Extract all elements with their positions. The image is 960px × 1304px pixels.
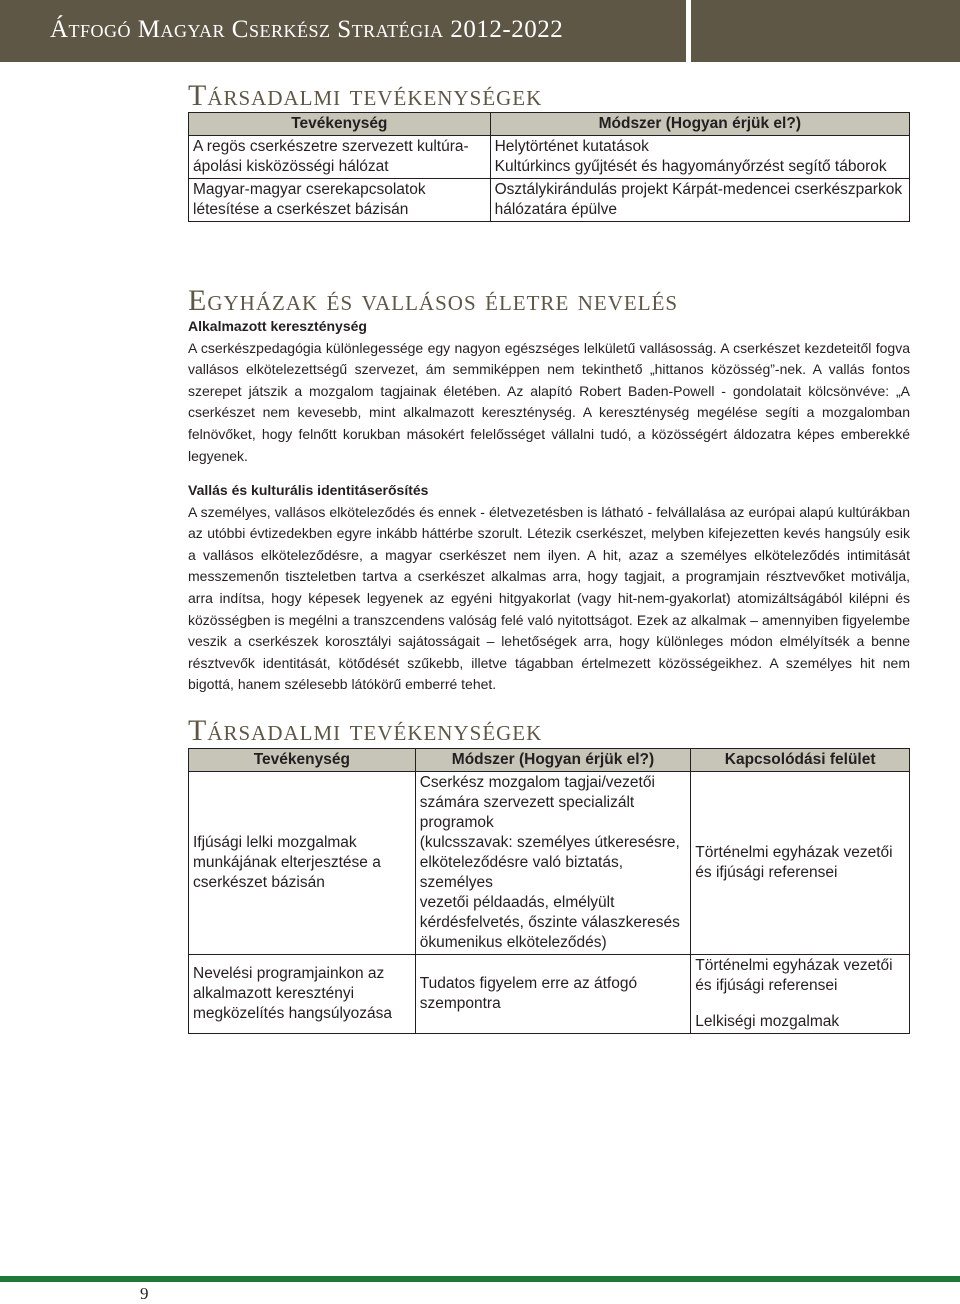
method-line: Cserkész mozgalom tagjai/vezetői számára szervezett specializált programok — [419, 774, 655, 831]
table-row — [189, 955, 910, 1034]
method-cell — [415, 772, 691, 955]
column-header: Tevékenység — [189, 113, 491, 136]
document-title: Átfogó Magyar Cserkész Stratégia 2012-2022 — [50, 16, 564, 43]
subheading-religion-identity: Vallás és kulturális identitáserősítés — [188, 482, 429, 498]
footer-rule — [0, 1276, 960, 1282]
section-heading-social-1: Társadalmi tevékenységek — [188, 79, 543, 112]
interface-line: Történelmi egyházak vezetői és ifjúsági referensei — [695, 957, 893, 994]
page-number: 9 — [140, 1284, 149, 1303]
interface-cell — [691, 955, 910, 1034]
page-header — [0, 0, 960, 62]
interface-cell — [691, 772, 910, 955]
method-line: (kulcsszavak: személyes útkeresésre, elköteleződésre való biztatás, személyes — [419, 834, 680, 891]
social-activities-table-2 — [188, 748, 910, 1034]
column-header: Kapcsolódási felület — [691, 749, 910, 772]
social-activities-table-1 — [188, 112, 910, 222]
identity-section-body — [188, 480, 910, 696]
method-line: Helytörténet kutatások — [494, 138, 649, 155]
paragraph-religion-identity: A személyes, vallásos elköteleződés és ennek - életvezetésben is látható - felvállalása az európai alapú kultúrákban az utóbbi évtizedekben egyre inkább háttérbe szorult. Létezik cserkészet, melyben kifejezetten kevés hangsúly esik a vallásos elköteleződésre, a magyar cserkészet nem ilyen. A hit, azaz a személyes elköteleződés intimitását messzemenőn tiszteletben tartva a cserkészet alkalmas arra, hogy tagjait, a programjain résztvevőket motiválja, arra indítsa, hogy képesek legyenek az egyéni hitgyakorlat (vagy hit-nem-gyakorlat) atomizáltságából kilépni és közösségben is megélni a transzcendens valóság felé való nyitottságot. Ezek az alkalmak – amennyiben figyelembe veszik a cserkészek korosztályi sajátosságait – lehetőségek arra, hogy különleges módon elmélyítsék a benne résztvevők identitását, kötődését szűkebb, illetve tágabban értelmezett közösségeikhez. A személyes hit nem bigottá, hanem szélesebb látókörű emberré tehet. — [188, 503, 910, 693]
method-line: vezetői példaadás, elmélyült kérdésfelvetés, őszinte válaszkeresés ökumenikus elköteleződés) — [419, 894, 680, 951]
table-row — [189, 136, 910, 179]
method-line: Kultúrkincs gyűjtését és hagyományőrzést segítő táborok — [494, 158, 887, 175]
section-heading-social-2: Társadalmi tevékenységek — [188, 714, 543, 747]
interface-line: Történelmi egyházak vezetői és ifjúsági referensei — [695, 844, 893, 881]
activity-cell: Ifjúsági lelki mozgalmak munkájának elterjesztése a cserkészet bázisán — [189, 772, 416, 955]
method-cell — [490, 179, 909, 222]
method-line: Osztálykirándulás projekt Kárpát-medencei cserkészparkok hálózatára épülve — [494, 181, 903, 218]
subheading-applied-christianity: Alkalmazott kereszténység — [188, 318, 367, 334]
column-header: Módszer (Hogyan érjük el?) — [490, 113, 909, 136]
activity-cell: Nevelési programjainkon az alkalmazott keresztényi megközelítés hangsúlyozása — [189, 955, 416, 1034]
method-cell — [490, 136, 909, 179]
table-header-row — [189, 749, 910, 772]
table-row — [189, 772, 910, 955]
method-cell — [415, 955, 691, 1034]
column-header: Módszer (Hogyan érjük el?) — [415, 749, 691, 772]
paragraph-applied-christianity: A cserkészpedagógia különlegessége egy nagyon egészséges lelkületű vallásosság. A cserkészet kezdeteitől fogva vallásos elkötelezettségű szervezet, ám semmiképpen nem tekinthető „hittanos közösség”-nek. A vallás fontos szerepet játszik a mozgalom tagjainak életében. Az alapító Robert Baden-Powell - gondolatait kölcsönvéve: „A cserkészet nem kevesebb, mint alkalmazott kereszténység. A kereszténység megélése segíti a mozgalomban felnövőket, hogy felnőtt korukban másokért felelősséget vállalni tudó, a közösségért áldozatra képes emberekké legyenek. — [188, 339, 910, 464]
religion-section-body — [188, 316, 910, 467]
interface-line: Lelkiségi mozgalmak — [695, 1013, 840, 1030]
column-header: Tevékenység — [189, 749, 416, 772]
activity-cell: A regös cserkészetre szervezett kultúra-ápolási kisközösségi hálózat — [189, 136, 491, 179]
activity-cell: Magyar-magyar cserekapcsolatok létesítése a cserkészet bázisán — [189, 179, 491, 222]
header-side-band — [691, 0, 960, 62]
table-header-row — [189, 113, 910, 136]
method-line: Tudatos figyelem erre az átfogó szempontra — [419, 975, 638, 1012]
section-heading-religion: Egyházak és vallásos életre nevelés — [188, 284, 679, 317]
table-row — [189, 179, 910, 222]
